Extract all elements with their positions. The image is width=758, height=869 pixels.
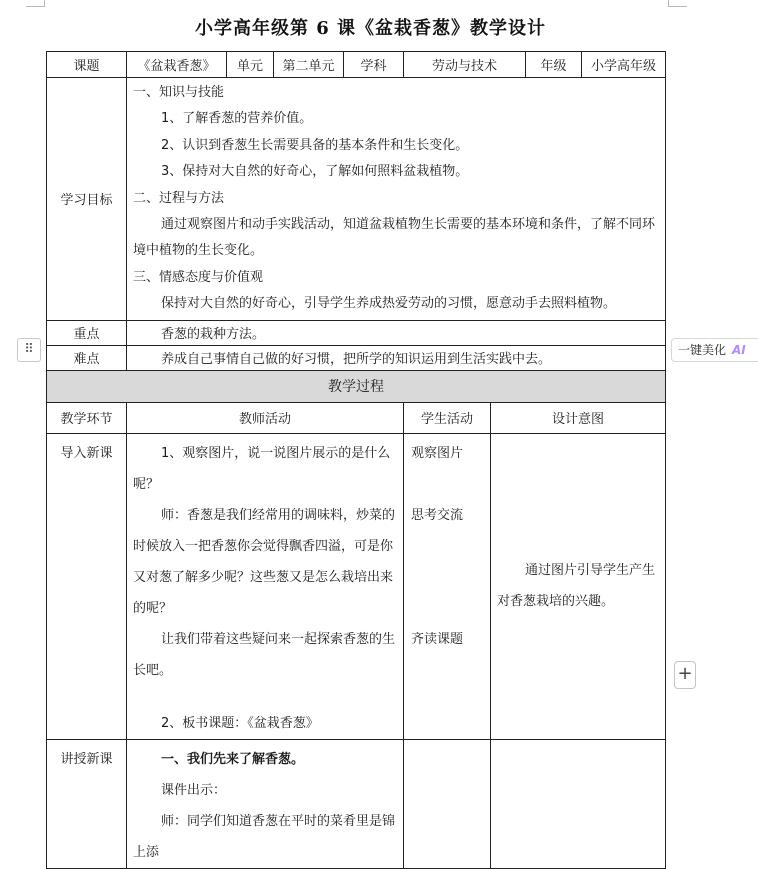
key-point-value[interactable]: 香葱的栽种方法。 <box>127 320 666 345</box>
intro-student-activity[interactable] <box>404 433 491 739</box>
student-line: 齐读课题 <box>411 631 464 647</box>
spacer <box>411 531 490 624</box>
lesson-student-activity[interactable] <box>404 739 491 868</box>
teacher-line: 1、观察图片，说一说图片展示的是什么呢？ <box>133 445 391 492</box>
teacher-line: 课件出示： <box>161 782 227 798</box>
add-row-icon[interactable]: + <box>674 661 696 689</box>
objective-paragraph: 通过观察图片和动手实践活动，知道盆栽植物生长需要的基本环境和条件，了解不同环境中植物的生长变化。 <box>133 217 656 259</box>
lesson-row <box>47 739 666 868</box>
lesson-teacher-activity[interactable] <box>127 739 404 868</box>
lesson-plan-table <box>46 51 666 869</box>
document-title: 小学高年级第 6 课《盆栽香葱》教学设计 <box>194 18 547 39</box>
page-corner-mark-right <box>668 0 687 7</box>
key-point-row <box>47 320 666 345</box>
table-drag-handle-icon[interactable]: ⠿ <box>17 338 41 362</box>
objectives-row <box>47 78 666 321</box>
topic-value[interactable]: 《盆栽香葱》 <box>127 52 227 78</box>
info-row <box>47 52 666 78</box>
teacher-line: 2、板书课题：《盆栽香葱》 <box>161 715 319 731</box>
student-line: 思考交流 <box>411 507 464 523</box>
beautify-label: 一键美化 <box>678 343 727 357</box>
difficulty-row <box>47 345 666 370</box>
teacher-line: 让我们带着这些疑问来一起探索香葱的生长吧。 <box>133 631 396 678</box>
subject-label: 学科 <box>344 52 404 78</box>
process-column-headers <box>47 402 666 433</box>
objective-heading-process: 二、过程与方法 <box>133 190 225 206</box>
subject-value[interactable]: 劳动与技术 <box>404 52 526 78</box>
one-click-beautify-button[interactable] <box>671 338 758 362</box>
objective-heading-knowledge: 一、知识与技能 <box>133 85 225 100</box>
grade-label: 年级 <box>526 52 582 78</box>
objective-item: 3、保持对大自然的好奇心，了解如何照料盆栽植物。 <box>161 164 469 180</box>
intro-design-intent[interactable] <box>491 433 666 739</box>
objectives-content[interactable] <box>127 78 666 321</box>
objective-heading-attitude: 三、情感态度与价值观 <box>133 269 264 285</box>
col-header-stage: 教学环节 <box>47 402 127 433</box>
col-header-teacher: 教师活动 <box>127 402 404 433</box>
difficulty-label: 难点 <box>47 345 127 370</box>
teacher-line: 师：香葱是我们经常用的调味料，炒菜的时候放入一把香葱你会觉得飘香四溢，可是你又对葱了解多少呢？这些葱又是怎么栽培出来的呢？ <box>133 507 396 616</box>
intro-stage[interactable]: 导入新课 <box>47 433 127 739</box>
page-corner-mark-left <box>26 0 45 7</box>
unit-label: 单元 <box>227 52 274 78</box>
lesson-stage[interactable]: 讲授新课 <box>47 739 127 868</box>
process-heading-row <box>47 370 666 402</box>
difficulty-value[interactable]: 养成自己事情自己做的好习惯，把所学的知识运用到生活实践中去。 <box>127 345 666 370</box>
lesson-design-intent[interactable] <box>491 739 666 868</box>
spacer <box>133 686 397 708</box>
objectives-label: 学习目标 <box>47 78 127 321</box>
objective-item: 1、了解香葱的营养价值。 <box>161 111 313 127</box>
design-text: 通过图片引导学生产生对香葱栽培的兴趣。 <box>497 563 656 610</box>
objective-item: 2、认识到香葱生长需要具备的基本条件和生长变化。 <box>161 137 469 153</box>
intro-row <box>47 433 666 739</box>
objective-paragraph: 保持对大自然的好奇心，引导学生养成热爱劳动的习惯，愿意动手去照料植物。 <box>161 296 617 312</box>
unit-value[interactable]: 第二单元 <box>274 52 344 78</box>
student-line: 观察图片 <box>411 445 464 461</box>
process-heading: 教学过程 <box>47 370 666 402</box>
ai-icon: AI <box>732 343 746 357</box>
col-header-student: 学生活动 <box>404 402 491 433</box>
col-header-design: 设计意图 <box>491 402 666 433</box>
teacher-line: 一、我们先来了解香葱。 <box>161 751 305 767</box>
key-point-label: 重点 <box>47 320 127 345</box>
intro-teacher-activity[interactable] <box>127 433 404 739</box>
teacher-line: 师：同学们知道香葱在平时的菜肴里是锦上添 <box>133 813 396 860</box>
spacer <box>411 469 490 500</box>
topic-label: 课题 <box>47 52 127 78</box>
grade-value[interactable]: 小学高年级 <box>582 52 666 78</box>
